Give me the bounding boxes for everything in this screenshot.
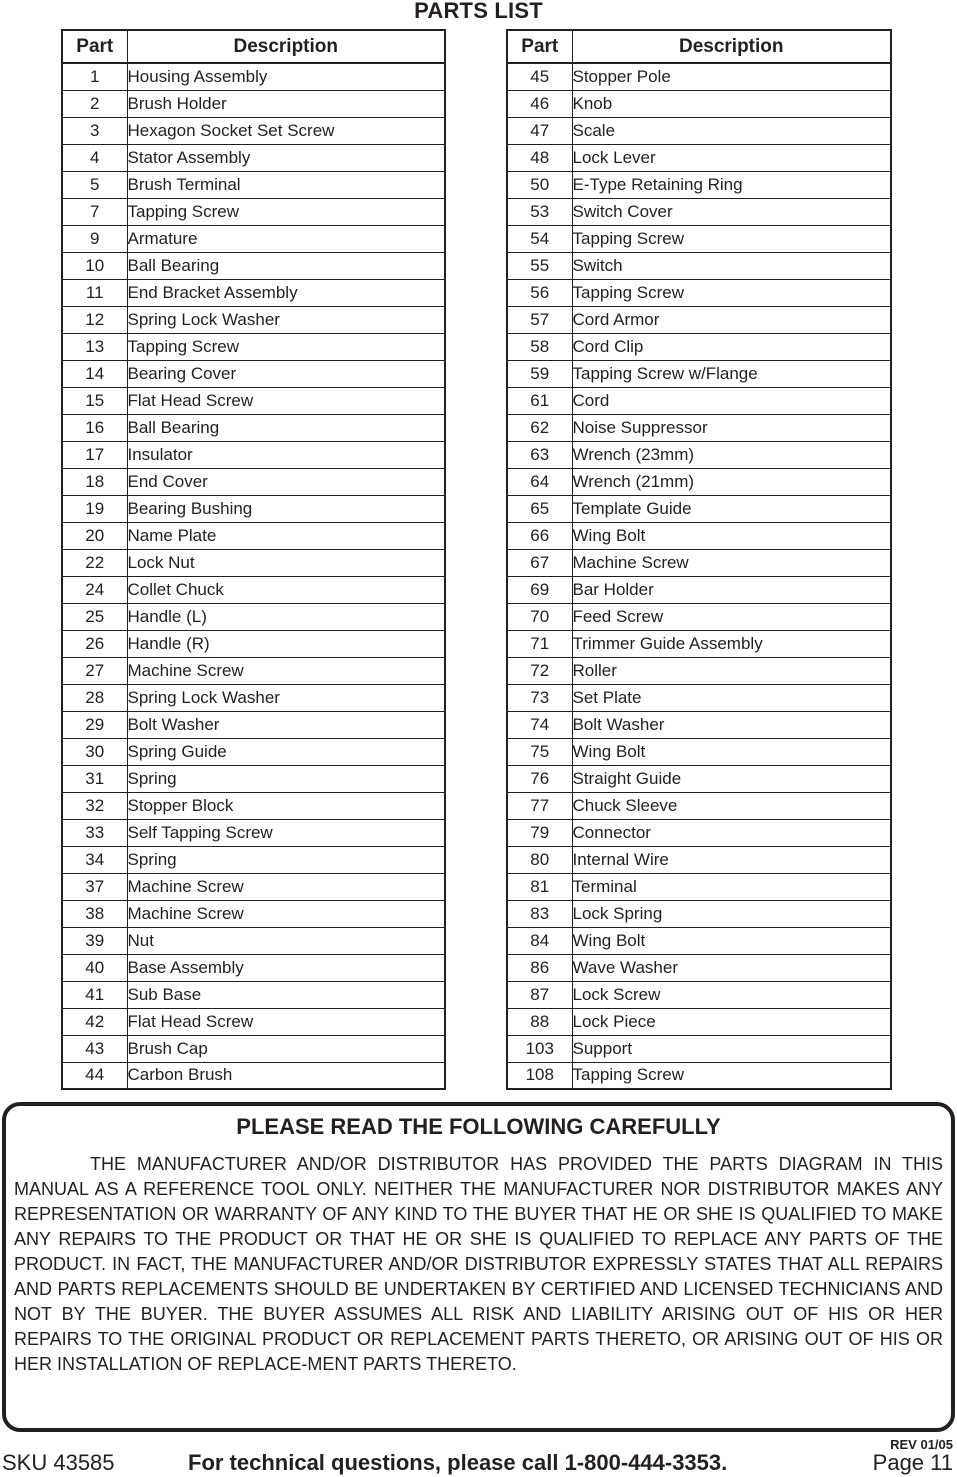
part-description-cell: Armature	[127, 225, 445, 252]
parts-table-right	[506, 29, 892, 1090]
part-description-cell: Terminal	[572, 873, 891, 900]
part-description-cell: Wrench (23mm)	[572, 441, 891, 468]
part-description-cell: Wing Bolt	[572, 522, 891, 549]
table-row	[62, 414, 445, 441]
part-number-cell: 63	[507, 441, 572, 468]
part-number-cell: 84	[507, 927, 572, 954]
part-description-cell: Switch	[572, 252, 891, 279]
table-row	[62, 603, 445, 630]
table-row	[507, 765, 891, 792]
table-row	[62, 765, 445, 792]
part-description-cell: End Bracket Assembly	[127, 279, 445, 306]
part-number-cell: 26	[62, 630, 127, 657]
part-description-cell: Support	[572, 1035, 891, 1062]
part-description-cell: Switch Cover	[572, 198, 891, 225]
part-number-cell: 27	[62, 657, 127, 684]
table-row	[507, 1008, 891, 1035]
part-number-cell: 48	[507, 144, 572, 171]
part-description-cell: Tapping Screw	[572, 279, 891, 306]
part-description-cell: Lock Spring	[572, 900, 891, 927]
part-description-cell: Bearing Bushing	[127, 495, 445, 522]
table-row	[62, 441, 445, 468]
part-number-cell: 53	[507, 198, 572, 225]
part-description-cell: Ball Bearing	[127, 252, 445, 279]
table-row	[62, 981, 445, 1008]
table-row	[507, 144, 891, 171]
sku-label: SKU 43585	[2, 1450, 115, 1475]
part-number-cell: 39	[62, 927, 127, 954]
part-number-cell: 73	[507, 684, 572, 711]
part-number-cell: 18	[62, 468, 127, 495]
part-description-cell: Machine Screw	[127, 657, 445, 684]
part-description-cell: Carbon Brush	[127, 1062, 445, 1089]
part-description-cell: Tapping Screw	[127, 333, 445, 360]
table-row	[62, 711, 445, 738]
part-number-cell: 76	[507, 765, 572, 792]
table-row	[507, 90, 891, 117]
part-description-cell: Stopper Pole	[572, 63, 891, 90]
part-number-cell: 62	[507, 414, 572, 441]
part-description-cell: E-Type Retaining Ring	[572, 171, 891, 198]
part-number-cell: 17	[62, 441, 127, 468]
table-row	[62, 198, 445, 225]
part-description-cell: Ball Bearing	[127, 414, 445, 441]
part-number-cell: 16	[62, 414, 127, 441]
table-row	[62, 225, 445, 252]
part-description-cell: Insulator	[127, 441, 445, 468]
table-row	[62, 306, 445, 333]
part-number-cell: 103	[507, 1035, 572, 1062]
part-number-cell: 55	[507, 252, 572, 279]
part-description-cell: Spring Lock Washer	[127, 684, 445, 711]
part-description-cell: Tapping Screw w/Flange	[572, 360, 891, 387]
table-row	[507, 171, 891, 198]
part-description-cell: Brush Cap	[127, 1035, 445, 1062]
part-number-cell: 47	[507, 117, 572, 144]
part-column-header: Part	[507, 30, 572, 63]
table-row	[62, 576, 445, 603]
table-row	[507, 900, 891, 927]
part-number-cell: 87	[507, 981, 572, 1008]
revision-label: REV 01/05	[890, 1437, 953, 1452]
part-number-cell: 108	[507, 1062, 572, 1089]
table-row	[62, 657, 445, 684]
table-row	[507, 846, 891, 873]
part-description-cell: Tapping Screw	[572, 225, 891, 252]
table-row	[62, 522, 445, 549]
part-number-cell: 77	[507, 792, 572, 819]
table-row	[507, 441, 891, 468]
part-description-cell: Tapping Screw	[572, 1062, 891, 1089]
part-number-cell: 71	[507, 630, 572, 657]
table-row	[507, 711, 891, 738]
page-number: Page 11	[872, 1450, 953, 1475]
part-number-cell: 46	[507, 90, 572, 117]
table-row	[62, 468, 445, 495]
part-description-cell: Spring Lock Washer	[127, 306, 445, 333]
part-description-cell: Self Tapping Screw	[127, 819, 445, 846]
part-description-cell: Wave Washer	[572, 954, 891, 981]
notice-body: THE MANUFACTURER AND/OR DISTRIBUTOR HAS PROVIDED THE PARTS DIAGRAM IN THIS MANUAL AS A REFERENCE TOOL ONLY. NEITHER THE MANUFACTURER NOR DISTRIBUTOR MAKES ANY REPRESENTATION OR WARRANTY OF ANY KIND TO THE BUYER THAT HE OR SHE IS QUALIFIED TO MAKE ANY REPAIRS TO THE PRODUCT OR THAT HE OR SHE IS QUALIFIED TO REPLACE ANY PARTS OF THE PRODUCT. IN FACT, THE MANUFACTURER AND/OR DISTRIBUTOR EXPRESSLY STATES THAT ALL REPAIRS AND PARTS REPLACEMENTS SHOULD BE UNDERTAKEN BY CERTIFIED AND LICENSED TECHNICIANS AND NOT BY THE BUYER. THE BUYER ASSUMES ALL RISK AND LIABILITY ARISING OUT OF HIS OR HER REPAIRS TO THE ORIGINAL PRODUCT OR REPLACEMENT PARTS THERETO, OR ARISING OUT OF HIS OR HER INSTALLATION OF REPLACE-MENT PARTS THERETO.	[14, 1154, 943, 1374]
part-description-cell: Base Assembly	[127, 954, 445, 981]
part-number-cell: 14	[62, 360, 127, 387]
part-description-cell: Hexagon Socket Set Screw	[127, 117, 445, 144]
part-number-cell: 72	[507, 657, 572, 684]
table-row	[507, 495, 891, 522]
part-description-cell: Tapping Screw	[127, 198, 445, 225]
table-row	[507, 360, 891, 387]
table-row	[507, 603, 891, 630]
part-column-header: Part	[62, 30, 127, 63]
part-number-cell: 74	[507, 711, 572, 738]
part-number-cell: 81	[507, 873, 572, 900]
table-row	[62, 63, 445, 90]
table-row	[507, 1035, 891, 1062]
part-number-cell: 41	[62, 981, 127, 1008]
part-description-cell: Bearing Cover	[127, 360, 445, 387]
part-description-cell: Machine Screw	[572, 549, 891, 576]
part-number-cell: 65	[507, 495, 572, 522]
part-description-cell: Spring	[127, 846, 445, 873]
table-row	[62, 819, 445, 846]
part-description-cell: Stator Assembly	[127, 144, 445, 171]
table-row	[507, 117, 891, 144]
part-number-cell: 4	[62, 144, 127, 171]
part-number-cell: 2	[62, 90, 127, 117]
part-number-cell: 29	[62, 711, 127, 738]
table-row	[62, 387, 445, 414]
part-number-cell: 22	[62, 549, 127, 576]
part-description-cell: Spring	[127, 765, 445, 792]
part-description-cell: Trimmer Guide Assembly	[572, 630, 891, 657]
part-description-cell: Collet Chuck	[127, 576, 445, 603]
table-row	[507, 873, 891, 900]
part-description-cell: Lock Screw	[572, 981, 891, 1008]
part-description-cell: Scale	[572, 117, 891, 144]
table-header-row	[62, 30, 445, 63]
part-number-cell: 38	[62, 900, 127, 927]
table-row	[507, 549, 891, 576]
part-number-cell: 58	[507, 333, 572, 360]
table-row	[507, 630, 891, 657]
part-number-cell: 1	[62, 63, 127, 90]
table-row	[507, 414, 891, 441]
table-row	[507, 792, 891, 819]
part-description-cell: Cord	[572, 387, 891, 414]
part-description-cell: Template Guide	[572, 495, 891, 522]
part-description-cell: Roller	[572, 657, 891, 684]
table-row	[507, 684, 891, 711]
part-number-cell: 32	[62, 792, 127, 819]
part-description-cell: Internal Wire	[572, 846, 891, 873]
part-description-cell: Lock Piece	[572, 1008, 891, 1035]
part-description-cell: Machine Screw	[127, 900, 445, 927]
part-description-cell: Flat Head Screw	[127, 1008, 445, 1035]
table-row	[62, 873, 445, 900]
table-header-row	[507, 30, 891, 63]
part-number-cell: 11	[62, 279, 127, 306]
part-description-cell: Chuck Sleeve	[572, 792, 891, 819]
part-number-cell: 5	[62, 171, 127, 198]
table-row	[507, 1062, 891, 1089]
description-column-header: Description	[127, 30, 445, 63]
part-number-cell: 43	[62, 1035, 127, 1062]
parts-table-left	[61, 29, 446, 1090]
table-row	[507, 738, 891, 765]
part-number-cell: 88	[507, 1008, 572, 1035]
tech-support-line: For technical questions, please call 1-800-444-3353.	[188, 1450, 728, 1475]
part-description-cell: Lock Nut	[127, 549, 445, 576]
part-number-cell: 45	[507, 63, 572, 90]
part-number-cell: 10	[62, 252, 127, 279]
part-number-cell: 19	[62, 495, 127, 522]
part-number-cell: 70	[507, 603, 572, 630]
part-number-cell: 25	[62, 603, 127, 630]
table-row	[62, 954, 445, 981]
part-description-cell: Brush Terminal	[127, 171, 445, 198]
part-description-cell: Spring Guide	[127, 738, 445, 765]
part-number-cell: 54	[507, 225, 572, 252]
table-row	[62, 90, 445, 117]
table-row	[62, 792, 445, 819]
part-description-cell: Straight Guide	[572, 765, 891, 792]
part-number-cell: 50	[507, 171, 572, 198]
part-number-cell: 15	[62, 387, 127, 414]
part-description-cell: Machine Screw	[127, 873, 445, 900]
table-row	[507, 387, 891, 414]
table-row	[507, 954, 891, 981]
table-row	[507, 468, 891, 495]
table-row	[62, 630, 445, 657]
part-description-cell: Flat Head Screw	[127, 387, 445, 414]
part-number-cell: 37	[62, 873, 127, 900]
part-number-cell: 61	[507, 387, 572, 414]
table-row	[507, 657, 891, 684]
table-row	[62, 1035, 445, 1062]
part-number-cell: 83	[507, 900, 572, 927]
part-description-cell: Bolt Washer	[127, 711, 445, 738]
table-row	[62, 927, 445, 954]
table-row	[62, 117, 445, 144]
part-number-cell: 34	[62, 846, 127, 873]
part-number-cell: 80	[507, 846, 572, 873]
part-number-cell: 75	[507, 738, 572, 765]
table-row	[507, 333, 891, 360]
table-row	[507, 819, 891, 846]
part-number-cell: 7	[62, 198, 127, 225]
table-row	[507, 279, 891, 306]
notice-heading: PLEASE READ THE FOLLOWING CAREFULLY	[236, 1114, 721, 1139]
part-description-cell: Connector	[572, 819, 891, 846]
part-number-cell: 64	[507, 468, 572, 495]
page-footer	[2, 1450, 955, 1476]
table-row	[62, 846, 445, 873]
part-description-cell: Wrench (21mm)	[572, 468, 891, 495]
table-row	[62, 252, 445, 279]
part-number-cell: 9	[62, 225, 127, 252]
table-row	[62, 1062, 445, 1089]
table-row	[507, 927, 891, 954]
part-number-cell: 86	[507, 954, 572, 981]
part-description-cell: Handle (L)	[127, 603, 445, 630]
page-title: PARTS LIST	[414, 0, 543, 23]
part-description-cell: Noise Suppressor	[572, 414, 891, 441]
table-row	[507, 306, 891, 333]
part-number-cell: 57	[507, 306, 572, 333]
table-row	[62, 900, 445, 927]
part-number-cell: 79	[507, 819, 572, 846]
part-description-cell: Bar Holder	[572, 576, 891, 603]
part-description-cell: Feed Screw	[572, 603, 891, 630]
part-description-cell: Brush Holder	[127, 90, 445, 117]
table-row	[62, 144, 445, 171]
part-description-cell: Lock Lever	[572, 144, 891, 171]
part-number-cell: 44	[62, 1062, 127, 1089]
part-number-cell: 56	[507, 279, 572, 306]
part-description-cell: Stopper Block	[127, 792, 445, 819]
table-row	[62, 333, 445, 360]
table-row	[62, 360, 445, 387]
table-row	[507, 252, 891, 279]
part-number-cell: 24	[62, 576, 127, 603]
part-number-cell: 40	[62, 954, 127, 981]
table-row	[507, 981, 891, 1008]
table-row	[62, 495, 445, 522]
table-row	[62, 171, 445, 198]
table-row	[507, 198, 891, 225]
part-description-cell: Knob	[572, 90, 891, 117]
part-number-cell: 30	[62, 738, 127, 765]
description-column-header: Description	[572, 30, 891, 63]
part-number-cell: 66	[507, 522, 572, 549]
table-row	[62, 549, 445, 576]
part-number-cell: 13	[62, 333, 127, 360]
part-description-cell: Nut	[127, 927, 445, 954]
part-description-cell: Wing Bolt	[572, 738, 891, 765]
part-description-cell: Housing Assembly	[127, 63, 445, 90]
part-description-cell: Name Plate	[127, 522, 445, 549]
part-number-cell: 20	[62, 522, 127, 549]
part-description-cell: Bolt Washer	[572, 711, 891, 738]
part-number-cell: 12	[62, 306, 127, 333]
part-description-cell: Wing Bolt	[572, 927, 891, 954]
part-number-cell: 3	[62, 117, 127, 144]
part-description-cell: Handle (R)	[127, 630, 445, 657]
part-number-cell: 42	[62, 1008, 127, 1035]
table-row	[62, 279, 445, 306]
part-number-cell: 67	[507, 549, 572, 576]
part-description-cell: Cord Armor	[572, 306, 891, 333]
disclaimer-notice-box	[2, 1102, 955, 1432]
part-description-cell: End Cover	[127, 468, 445, 495]
part-description-cell: Sub Base	[127, 981, 445, 1008]
part-number-cell: 69	[507, 576, 572, 603]
table-row	[507, 225, 891, 252]
part-number-cell: 28	[62, 684, 127, 711]
part-description-cell: Set Plate	[572, 684, 891, 711]
part-number-cell: 33	[62, 819, 127, 846]
table-row	[62, 684, 445, 711]
table-row	[507, 63, 891, 90]
part-number-cell: 59	[507, 360, 572, 387]
table-row	[507, 576, 891, 603]
table-row	[62, 1008, 445, 1035]
table-row	[62, 738, 445, 765]
part-number-cell: 31	[62, 765, 127, 792]
table-row	[507, 522, 891, 549]
part-description-cell: Cord Clip	[572, 333, 891, 360]
